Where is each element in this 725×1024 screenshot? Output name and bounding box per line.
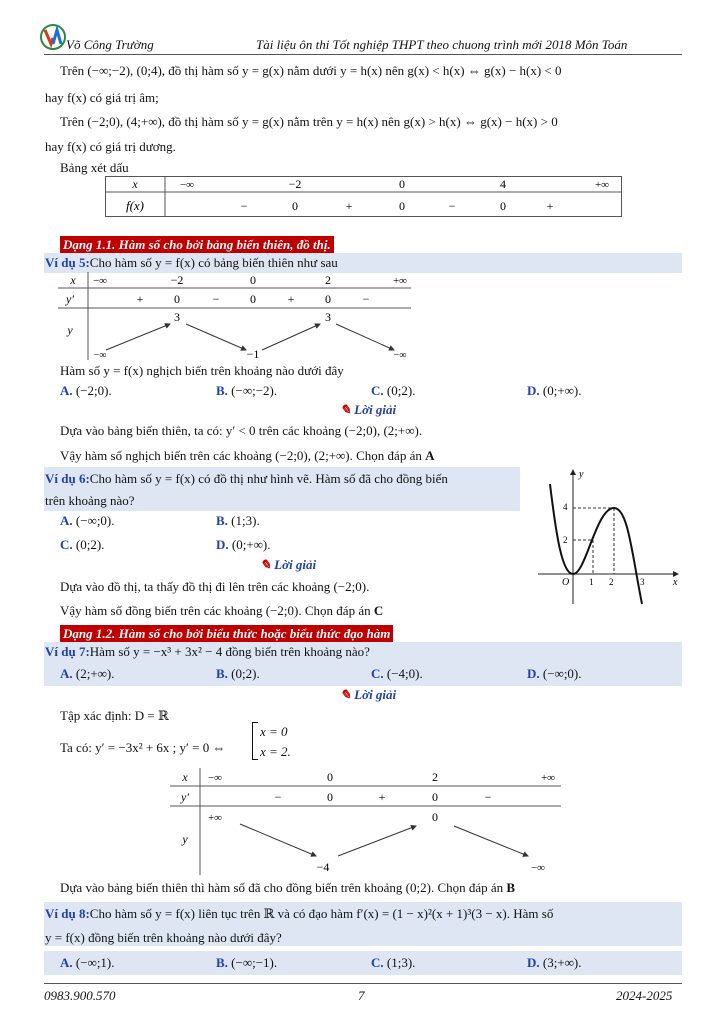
ex7-conclusion [60, 880, 515, 896]
ex5-sol-2-text: Vậy hàm số nghịch biến trên các khoảng (−2;0), (2;+∞). Chọn đáp án [60, 448, 426, 463]
ex5-sol-2 [60, 448, 434, 464]
ex5-y-val: −∞ [393, 350, 407, 360]
ex6-graph [532, 464, 682, 606]
footer-rule [44, 983, 682, 984]
ex7-x-val: 0 [327, 770, 333, 784]
graph-x-tick: 3 [640, 577, 645, 587]
option-value: (−∞;−1). [231, 955, 278, 970]
footer-page-number: 7 [358, 988, 365, 1003]
ex8-option-d[interactable] [527, 955, 582, 971]
ex6-sol-2-text: Vậy hàm số đồng biến trên các khoảng (−2;0). Chọn đáp án [60, 603, 374, 618]
ex7-y-val: −4 [316, 860, 330, 874]
sign-val: 0 [500, 199, 506, 213]
ex7-solution-heading [340, 687, 396, 703]
pencil-icon: ✎ [340, 687, 351, 702]
ex5-solution-heading [340, 402, 396, 418]
graph-x-tick: 1 [589, 577, 594, 587]
ex5-x-val: +∞ [392, 275, 408, 287]
ex7-conclusion-text: Dựa vào bảng biến thiên thì hàm số đã cho đồng biến trên khoảng (0;2). Chọn đáp án [60, 880, 507, 895]
ex7-case-1: x = 0 [260, 724, 288, 739]
sign-x-val: −2 [288, 177, 302, 191]
sign-val: 0 [292, 199, 298, 213]
ex7-yp-val: − [484, 790, 492, 804]
header-author: Võ Công Trường [66, 37, 154, 52]
ex7-yp-val: − [274, 790, 282, 804]
ex5-yp-val: + [287, 292, 295, 306]
ex7-yp-val: 0 [327, 790, 333, 804]
ex5-answer: A [425, 448, 435, 463]
ex5-option-b[interactable] [216, 383, 277, 399]
ex5-y-val: −1 [246, 347, 260, 360]
ex6-sol-1: Dựa vào đồ thị, ta thấy đồ thị đi lên trên các khoảng (−2;0). [60, 579, 370, 594]
option-key: D. [527, 383, 540, 398]
solution-label: Lời giải [274, 557, 317, 572]
ex7-domain: Tập xác định: D = ℝ [60, 708, 169, 723]
ex6-answer: C [373, 603, 384, 618]
option-key: B. [216, 383, 228, 398]
ex5-sol-1: Dựa vào bảng biến thiên, ta có: y′ < 0 trên các khoảng (−2;0), (2;+∞). [60, 423, 423, 438]
ex8-question-2: y = f(x) đồng biến trên khoảng nào dưới đây? [45, 930, 282, 945]
option-value: (1;3). [386, 955, 416, 970]
ex5-text: Cho hàm số y = f(x) có bảng biến thiên như sau [89, 255, 338, 270]
ex7-x-val: −∞ [207, 772, 223, 784]
ex7-yp-val: + [378, 790, 386, 804]
option-key: D. [527, 955, 540, 970]
option-value: (−∞;1). [75, 955, 115, 970]
ex7-option-a[interactable] [60, 666, 115, 682]
intro-line-1: Trên (−∞;−2), (0;4), đồ thị hàm số y = g(x) nằm dưới y = h(x) nên g(x) < h(x) ⇔ g(x) − h(x) < 0 [60, 63, 562, 78]
header-rule [44, 54, 682, 55]
sign-table-label: Bảng xét dấu [60, 160, 129, 175]
ex7-answer: B [506, 880, 516, 895]
ex6-sol-2 [60, 603, 383, 619]
ex7-y-val: −∞ [530, 862, 546, 874]
pencil-icon: ✎ [340, 402, 351, 417]
intro-line-2: hay f(x) có giá trị âm; [45, 90, 159, 105]
intro-line-4: hay f(x) có giá trị dương. [45, 139, 176, 154]
sign-x-val: 4 [500, 177, 506, 191]
graph-y-label: y [579, 469, 584, 480]
ex5-y-val: 3 [174, 310, 180, 324]
ex5-yp-val: + [136, 292, 144, 306]
ex5-yp-val: 0 [174, 292, 180, 306]
graph-x-tick: 2 [609, 577, 614, 587]
ex7-x-val: +∞ [540, 772, 556, 784]
solution-label: Lời giải [354, 687, 397, 702]
ex7-option-b[interactable] [216, 666, 260, 682]
solution-label: Lời giải [354, 402, 397, 417]
sign-table [105, 176, 623, 218]
sign-x-val: −∞ [179, 179, 195, 191]
ex7-question [45, 644, 370, 660]
ex6-option-d[interactable] [216, 537, 271, 553]
graph-y-tick: 4 [563, 502, 568, 512]
ex6-question-1 [45, 471, 448, 487]
section-2-title: Dạng 1.2. Hàm số cho bởi biểu thức hoặc biểu thức đạo hàm [60, 625, 393, 642]
option-value: (2;+∞). [75, 666, 115, 681]
ex5-yp-label: y′ [66, 292, 74, 306]
ex8-option-c[interactable] [371, 955, 415, 971]
intro-line-3: Trên (−2;0), (4;+∞), đồ thị hàm số y = g(x) nằm trên y = h(x) nên g(x) > h(x) ⇔ g(x) − h(x) > 0 [60, 114, 558, 129]
option-value: (3;+∞). [542, 955, 582, 970]
ex5-option-d[interactable] [527, 383, 582, 399]
option-value: (−4;0). [386, 666, 423, 681]
ex5-label: Ví dụ 5: [45, 255, 90, 270]
pencil-icon: ✎ [260, 557, 271, 572]
sign-val: − [448, 199, 456, 213]
ex6-solution-heading [260, 557, 316, 573]
ex7-option-d[interactable] [527, 666, 582, 682]
ex6-option-c[interactable] [60, 537, 104, 553]
footer-phone: 0983.900.570 [44, 988, 116, 1003]
ex5-y-label: y [67, 323, 73, 337]
ex8-text-1: Cho hàm số y = f(x) liên tục trên ℝ và có đạo hàm f′(x) = (1 − x)²(x + 1)³(3 − x). Hàm số [89, 906, 554, 921]
ex5-yp-val: − [212, 292, 220, 306]
graph-y-tick: 2 [563, 535, 568, 545]
ex5-yp-val: 0 [325, 292, 331, 306]
ex5-option-c[interactable] [371, 383, 415, 399]
ex7-x-label: x [182, 770, 188, 784]
ex7-y-label: y [182, 832, 188, 846]
option-value: (0;2). [75, 537, 105, 552]
footer-year: 2024-2025 [616, 988, 673, 1003]
option-key: B. [216, 666, 228, 681]
sign-x-val: +∞ [594, 179, 610, 191]
ex7-y-val: 0 [432, 810, 438, 824]
ex5-yp-val: 0 [250, 292, 256, 306]
option-key: A. [60, 666, 73, 681]
section-1-title: Dạng 1.1. Hàm số cho bởi bảng biến thiên, đồ thị. [60, 236, 334, 253]
option-key: A. [60, 383, 73, 398]
sign-x-val: 0 [399, 177, 405, 191]
ex7-system-bracket [252, 722, 258, 760]
ex6-question-2: trên khoảng nào? [45, 493, 135, 508]
option-value: (−2;0). [75, 383, 112, 398]
ex6-text-1: Cho hàm số y = f(x) có đồ thị như hình vẽ. Hàm số đã cho đồng biến [89, 471, 448, 486]
option-key: C. [371, 383, 384, 398]
sign-val: + [345, 199, 353, 213]
option-key: B. [216, 513, 228, 528]
ex7-y-val: +∞ [207, 812, 223, 824]
ex5-x-val: −∞ [92, 275, 108, 287]
option-value: (1;3). [231, 513, 260, 528]
ex8-option-a[interactable] [60, 955, 115, 971]
ex7-variation-table [170, 768, 562, 876]
ex8-question-1 [45, 906, 553, 922]
ex7-text: Hàm số y = −x³ + 3x² − 4 đồng biến trên khoảng nào? [89, 644, 370, 659]
option-key: C. [371, 955, 384, 970]
logo [40, 24, 66, 50]
option-value: (0;+∞). [231, 537, 271, 552]
option-key: B. [216, 955, 228, 970]
ex8-option-b[interactable] [216, 955, 277, 971]
ex5-question [45, 255, 338, 271]
option-value: (−∞;−2). [231, 383, 278, 398]
option-value: (−∞;0). [542, 666, 582, 681]
sign-val: − [240, 199, 248, 213]
ex7-x-val: 2 [432, 770, 438, 784]
ex7-label: Ví dụ 7: [45, 644, 90, 659]
sign-x-label: x [132, 177, 138, 191]
option-key: A. [60, 955, 73, 970]
ex8-label: Ví dụ 8: [45, 906, 90, 921]
ex5-x-val: 2 [325, 273, 331, 287]
ex6-option-b[interactable] [216, 513, 260, 529]
ex7-option-c[interactable] [371, 666, 423, 682]
ex5-ask: Hàm số y = f(x) nghịch biến trên khoảng nào dưới đây [60, 363, 344, 378]
option-key: A. [60, 513, 73, 528]
ex5-variation-table [58, 272, 412, 360]
ex6-option-a[interactable] [60, 513, 115, 529]
option-value: (0;2). [386, 383, 416, 398]
ex7-case-2: x = 2. [260, 744, 291, 759]
option-key: D. [216, 537, 229, 552]
ex5-yp-val: − [362, 292, 370, 306]
ex5-x-label: x [70, 273, 76, 287]
ex7-yp-val: 0 [432, 790, 438, 804]
option-key: D. [527, 666, 540, 681]
header-title: Tài liệu ôn thi Tốt nghiệp THPT theo chuong trình mới 2018 Môn Toán [256, 37, 628, 52]
sign-val: 0 [399, 199, 405, 213]
ex5-option-a[interactable] [60, 383, 112, 399]
ex5-y-val: 3 [325, 310, 331, 324]
ex5-y-val: −∞ [93, 350, 107, 360]
ex7-yp-label: y′ [181, 790, 189, 804]
ex5-x-val: −2 [170, 273, 184, 287]
sign-val: + [546, 199, 554, 213]
option-key: C. [371, 666, 384, 681]
graph-origin: O [562, 577, 570, 588]
ex6-label: Ví dụ 6: [45, 471, 90, 486]
sign-f-label: f(x) [125, 198, 145, 213]
ex8-options-band [44, 951, 682, 975]
ex5-x-val: 0 [250, 273, 256, 287]
option-value: (−∞;0). [75, 513, 115, 528]
option-key: C. [60, 537, 73, 552]
graph-x-label: x [673, 577, 678, 588]
option-value: (0;+∞). [542, 383, 582, 398]
ex7-derivative: Ta có: y′ = −3x² + 6x ; y′ = 0 ⇔ [60, 740, 226, 755]
option-value: (0;2). [231, 666, 260, 681]
